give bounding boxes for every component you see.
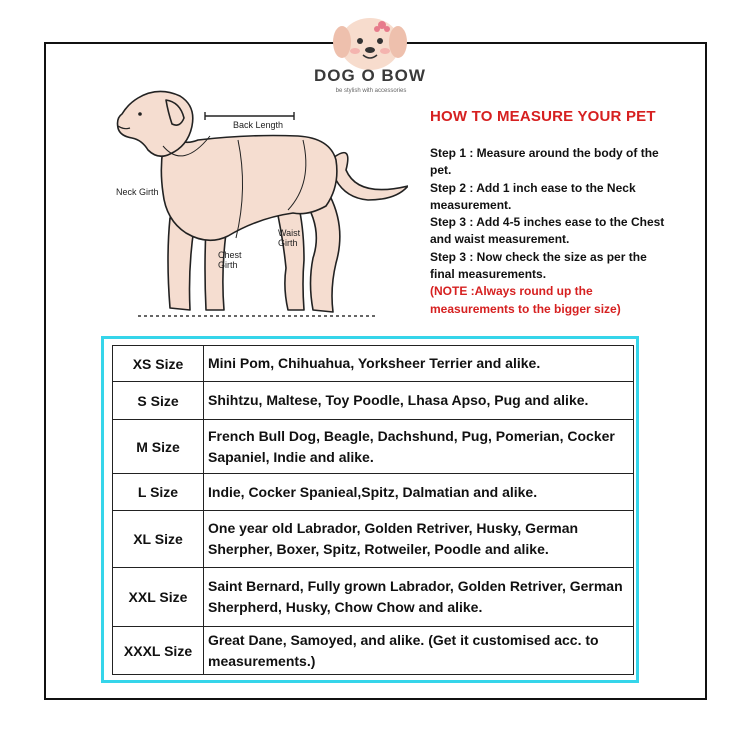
back-length-label: Back Length bbox=[233, 120, 284, 130]
measurement-note: (NOTE :Always round up the measurements to the bigger size) bbox=[430, 284, 621, 316]
table-row bbox=[113, 382, 634, 420]
neck-girth-label: Neck Girth bbox=[116, 187, 159, 197]
size-cell: L Size bbox=[113, 474, 204, 511]
step-3: Step 3 : Add 4-5 inches ease to the Chest and waist measurement. bbox=[430, 215, 665, 247]
breeds-cell: One year old Labrador, Golden Retriver, Husky, German Sherpher, Boxer, Spitz, Rotweiler, Poodle and alike. bbox=[204, 511, 634, 568]
brand-name: DOG O BOW bbox=[314, 66, 426, 85]
step-4: Step 3 : Now check the size as per the final measurements. bbox=[430, 249, 647, 282]
breeds-cell: Mini Pom, Chihuahua, Yorksheer Terrier and alike. bbox=[204, 346, 634, 382]
waist-girth-label: Waist Girth bbox=[278, 228, 301, 248]
size-cell: XS Size bbox=[113, 346, 204, 382]
size-cell: XXL Size bbox=[113, 568, 204, 627]
size-cell: M Size bbox=[113, 420, 204, 474]
size-cell: XL Size bbox=[113, 511, 204, 568]
breeds-cell: Indie, Cocker Spanieal,Spitz, Dalmatian and alike. bbox=[204, 474, 634, 511]
size-table bbox=[112, 345, 634, 675]
step-1: Step 1 : Measure around the body of the pet. bbox=[430, 146, 659, 178]
step-2: Step 2 : Add 1 inch ease to the Neck measurement. bbox=[430, 180, 636, 212]
brand-tagline: be stylish with accessories bbox=[335, 88, 407, 94]
chest-girth-label: Chest Girth bbox=[218, 250, 242, 270]
how-to-measure-title: HOW TO MEASURE YOUR PET bbox=[430, 108, 656, 125]
table-row bbox=[113, 511, 634, 568]
breeds-cell: French Bull Dog, Beagle, Dachshund, Pug, Pomerian, Cocker Sapaniel, Indie and alike. bbox=[204, 420, 634, 474]
table-row bbox=[113, 627, 634, 675]
measurement-steps bbox=[430, 145, 665, 318]
table-row bbox=[113, 568, 634, 627]
size-cell: S Size bbox=[113, 382, 204, 420]
size-cell: XXXL Size bbox=[113, 627, 204, 675]
breeds-cell: Saint Bernard, Fully grown Labrador, Golden Retriver, German Sherpherd, Husky, Chow Chow and alike. bbox=[204, 568, 634, 627]
size-table-container bbox=[101, 336, 639, 683]
table-row bbox=[113, 474, 634, 511]
table-row bbox=[113, 346, 634, 382]
breeds-cell: Great Dane, Samoyed, and alike. (Get it customised acc. to measurements.) bbox=[204, 627, 634, 675]
table-row bbox=[113, 420, 634, 474]
breeds-cell: Shihtzu, Maltese, Toy Poodle, Lhasa Apso, Pug and alike. bbox=[204, 382, 634, 420]
